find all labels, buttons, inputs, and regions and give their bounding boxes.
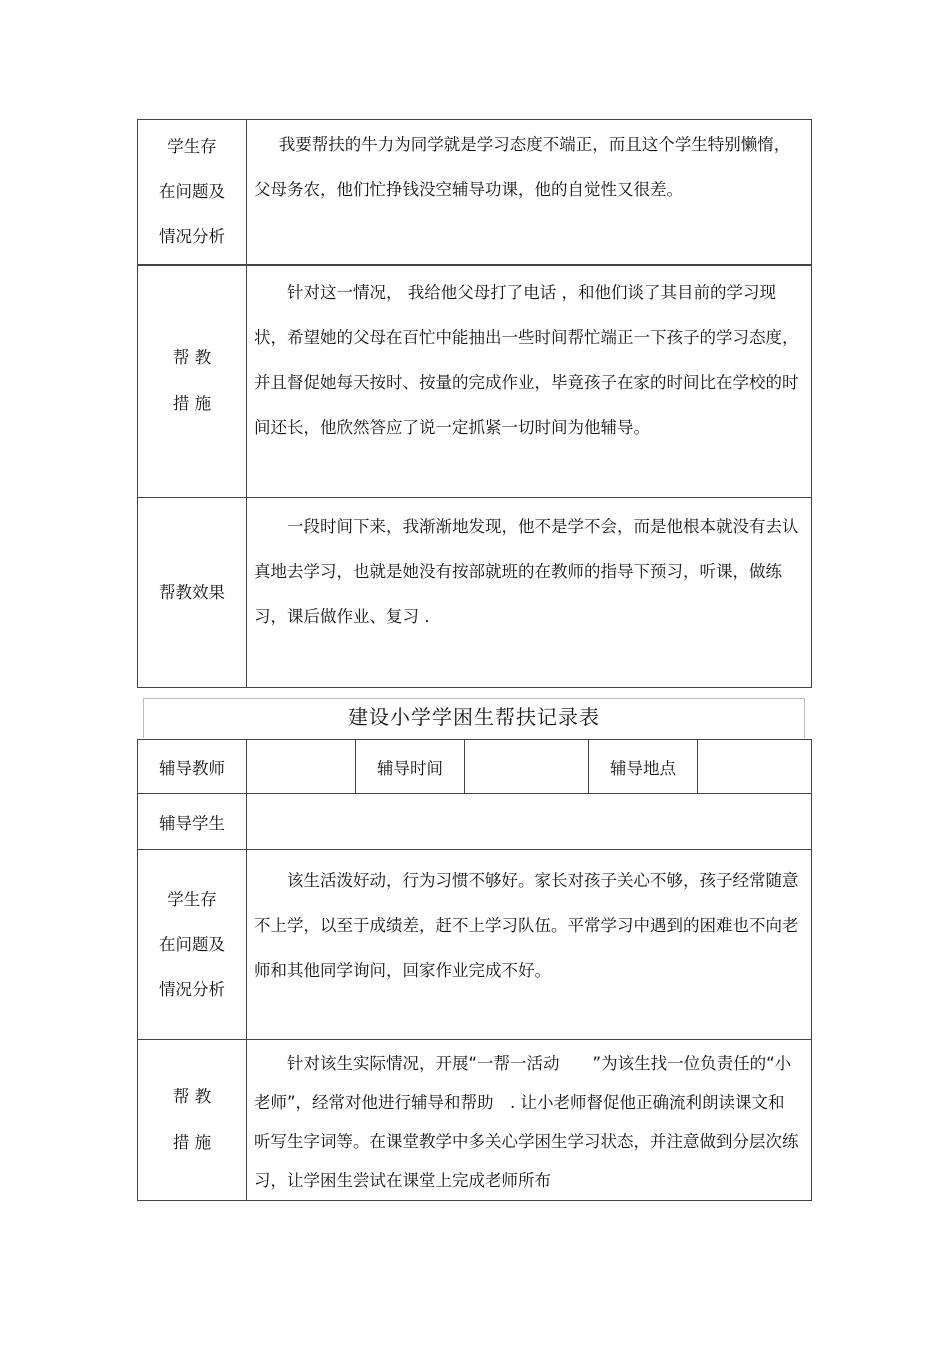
effect-label: 帮教效果 <box>138 498 247 688</box>
problem-label-line: 情况分析 <box>159 980 225 999</box>
problem-label-line: 情况分析 <box>159 227 225 247</box>
record-table-1 <box>137 119 812 688</box>
problem-label-line: 学生存 <box>167 890 217 909</box>
place-value <box>698 740 812 794</box>
problem-row <box>138 850 812 1040</box>
measures-text: 针对该生实际情况，开展“一帮一活动 ”为该生找一位负责任的“小老师”，经常对他进行辅导和帮助 . 让小老师督促他正确流利朗读课文和听写生字词等。在课堂教学中多关心学困生学习状态，并注意做到分层次练习，让学困生尝试在课堂上完成老师所布 <box>254 1054 799 1190</box>
time-label: 辅导时间 <box>356 740 465 794</box>
measures-label-line: 帮 教 <box>172 1087 212 1106</box>
effect-content <box>247 498 812 688</box>
effect-row <box>138 498 812 688</box>
header-row <box>138 740 812 794</box>
measures-label-line: 帮 教 <box>172 348 212 368</box>
form-title: 建设小学学困生帮扶记录表 <box>143 698 805 738</box>
problem-text: 该生活泼好动，行为习惯不够好。家长对孩子关心不够，孩子经常随意不上学，以至于成绩差，赶不上学习队伍。平常学习中遇到的困难也不向老师和其他同学询问，回家作业完成不好。 <box>254 871 799 980</box>
measures-row <box>138 265 812 498</box>
measures-row <box>138 1040 812 1201</box>
record-table-2 <box>137 739 812 1201</box>
problem-label <box>138 850 247 1040</box>
effect-text: 一段时间下来，我渐渐地发现，他不是学不会，而是他根本就没有去认真地去学习，也就是她没有按部就班的在教师的指导下预习，听课，做练习，课后做作业、复习 . <box>254 517 799 626</box>
problem-label-line: 学生存 <box>167 137 217 157</box>
problem-label <box>138 120 247 265</box>
student-label: 辅导学生 <box>138 794 247 850</box>
measures-label <box>138 265 247 498</box>
measures-label <box>138 1040 247 1201</box>
place-label: 辅导地点 <box>589 740 698 794</box>
measures-content <box>247 265 812 498</box>
time-value <box>465 740 589 794</box>
problem-label-line: 在问题及 <box>159 935 225 954</box>
problem-label-line: 在问题及 <box>159 182 225 202</box>
teacher-label: 辅导教师 <box>138 740 247 794</box>
measures-text: 针对这一情况， 我给他父母打了电话 ，和他们谈了其目前的学习现状，希望她的父母在百忙中能抽出一些时间帮忙端正一下孩子的学习态度，并且督促她每天按时、按量的完成作业，毕竟孩子在家的时间比在学校的时间还长，他欣然答应了说一定抓紧一切时间为他辅导。 <box>254 282 799 437</box>
measures-content <box>247 1040 812 1201</box>
student-value <box>247 794 812 850</box>
measures-label-line: 措 施 <box>172 1133 212 1152</box>
problem-content <box>247 120 812 265</box>
problem-row <box>138 120 812 265</box>
teacher-value <box>247 740 356 794</box>
problem-content <box>247 850 812 1040</box>
student-row <box>138 794 812 850</box>
problem-text: 我要帮扶的牛力为同学就是学习态度不端正，而且这个学生特别懒惰，父母务农，他们忙挣钱没空辅导功课，他的自觉性又很差。 <box>254 135 791 199</box>
measures-label-line: 措 施 <box>172 394 212 414</box>
